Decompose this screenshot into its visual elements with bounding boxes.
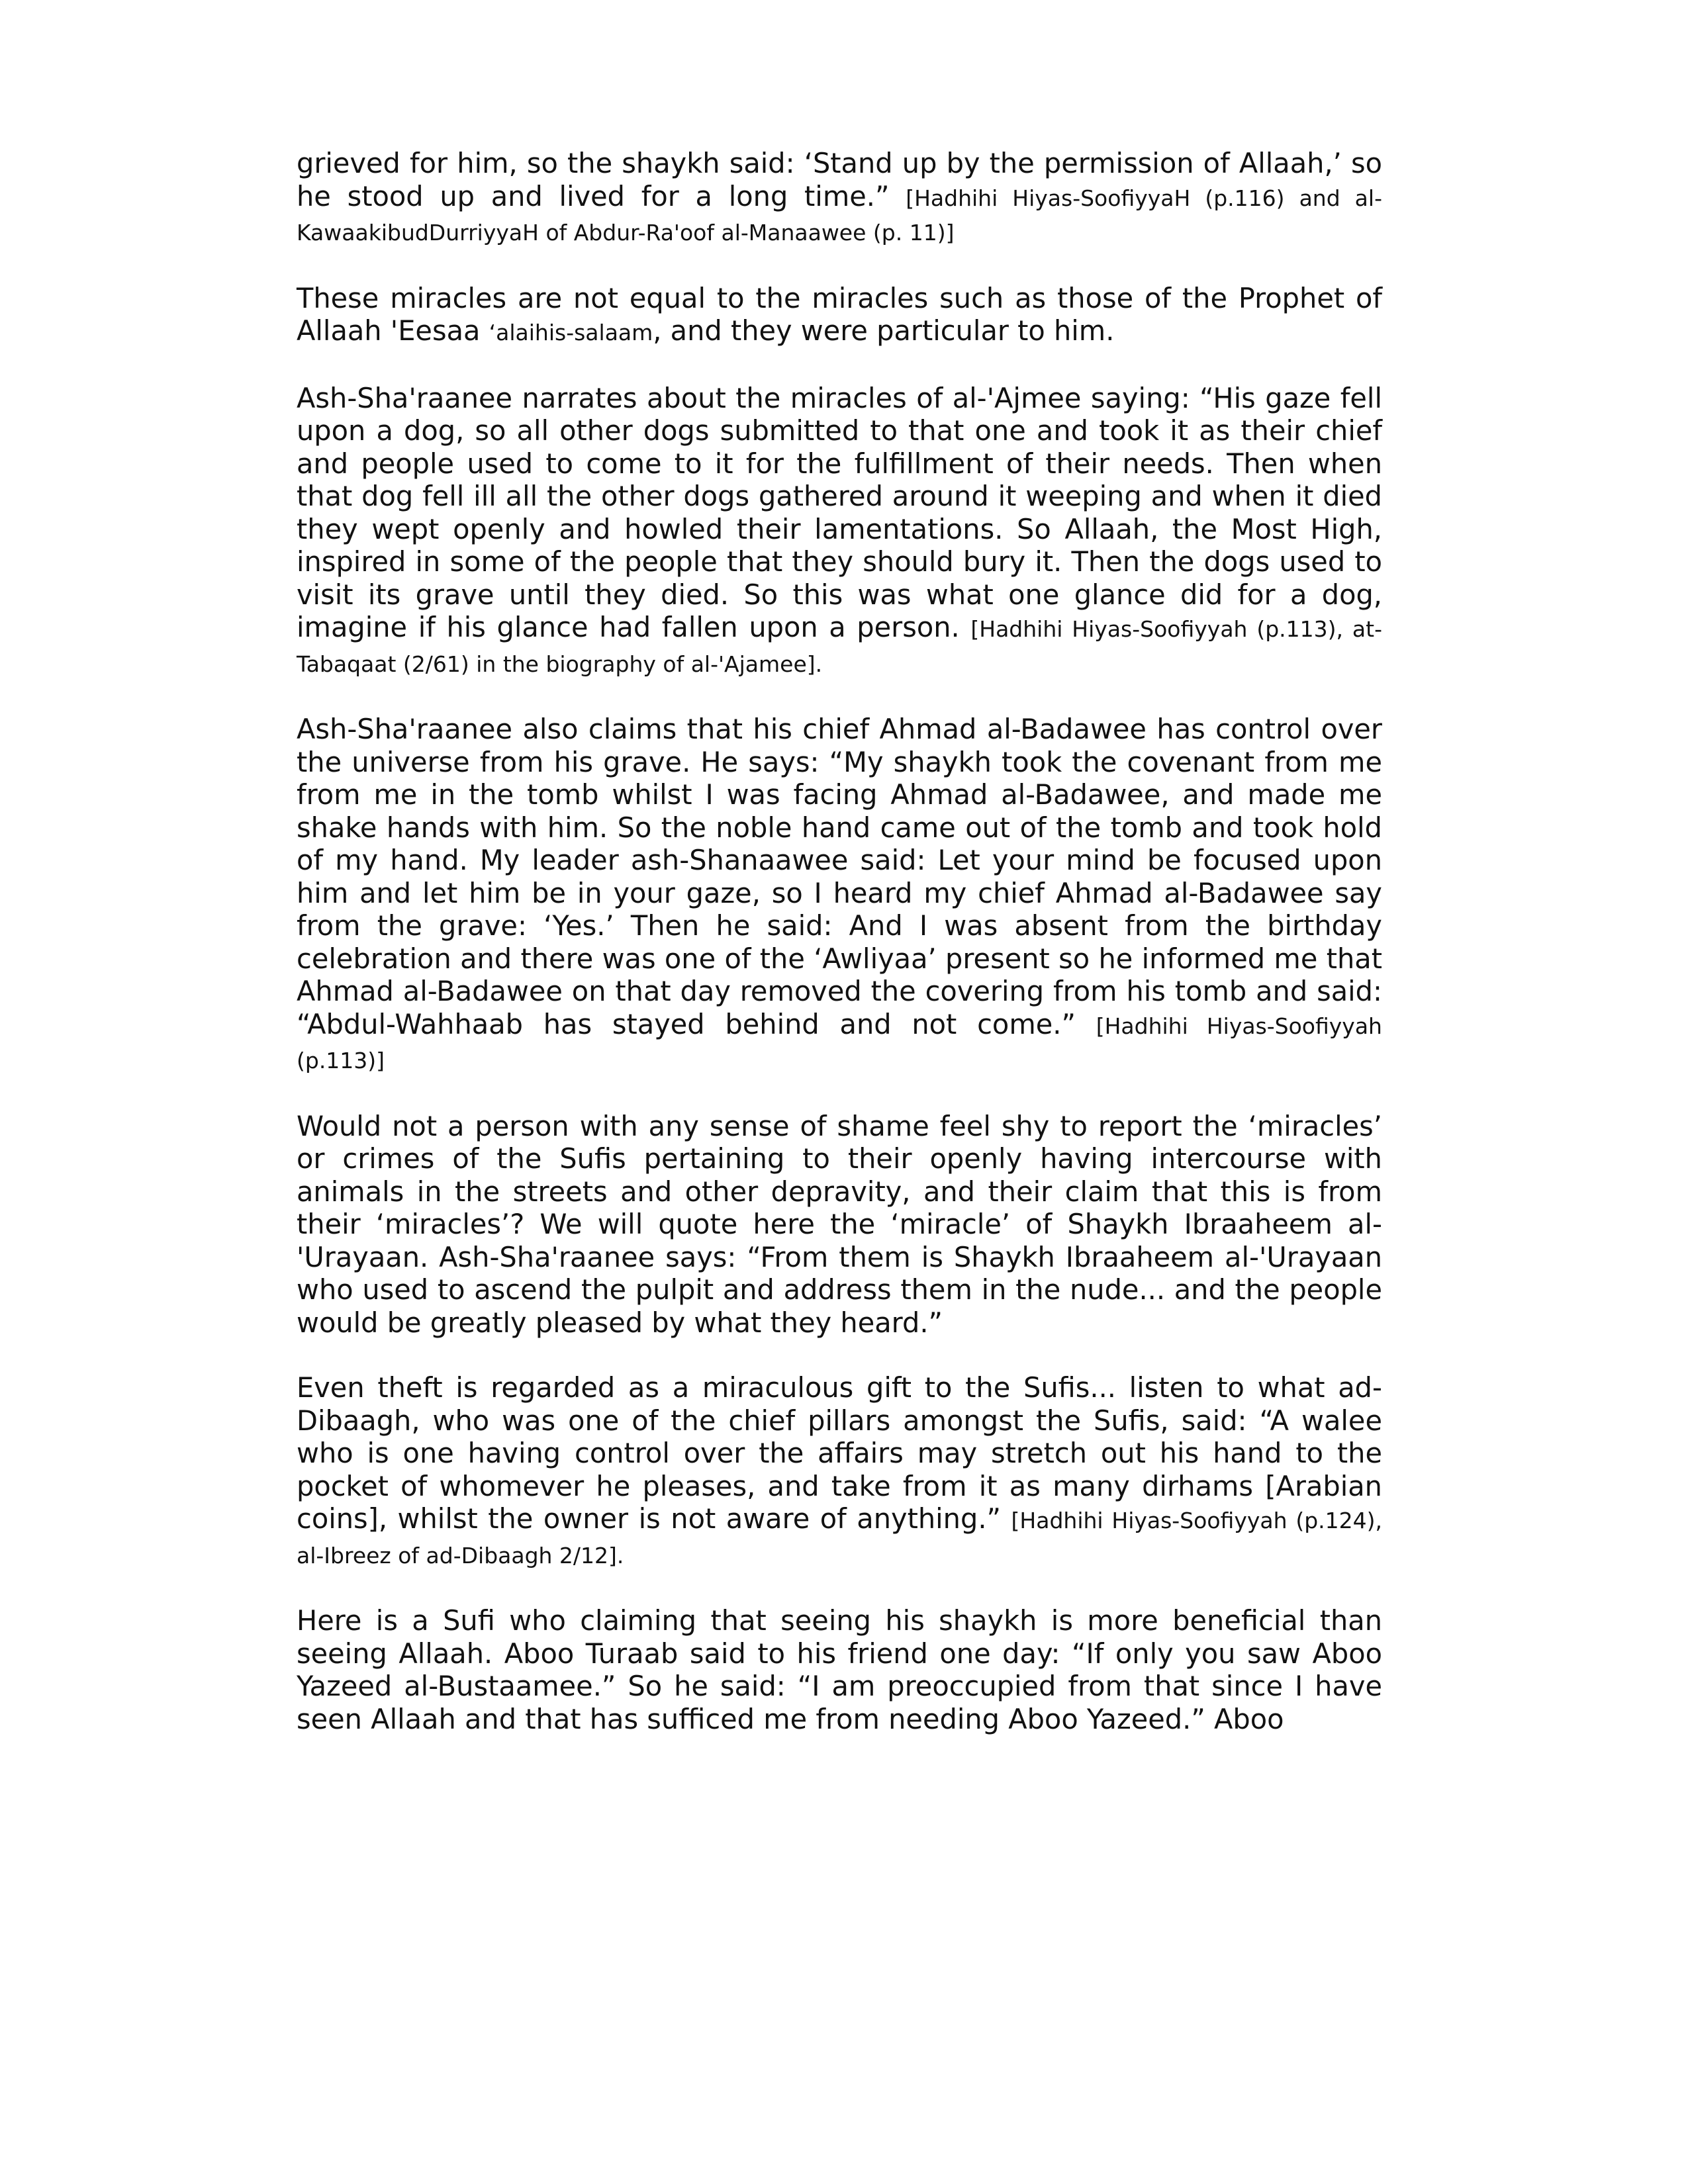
paragraph-text: Ash-Sha'raanee narrates about the miracles of al-'Ajmee saying: “His gaze fell upon a dog, so all other dogs submitted to that one and took it as their chief and people used to come to it for the fulfillment of their needs. Then when that dog fell ill all the other dogs gathered around it weeping and when it died they wept openly and howled their lamentations. So Allaah, the Most High, inspired in some of the people that they should bury it. Then the dogs used to visit its grave until they died. So this was what one glance did for a dog, imagine if his glance had fallen upon a person. — [297, 381, 1382, 643]
paragraph-text: , and they were particular to him. — [653, 314, 1115, 347]
paragraph-6 — [297, 1371, 1382, 1572]
paragraph-3 — [297, 382, 1382, 681]
citation-reference: [Hadhihi Hiyas-Soofiyyah (p.113)] — [297, 1013, 1382, 1073]
citation-reference: [Hadhihi Hiyas-SoofiyyaH (p.116) and al-KawaakibudDurriyyaH of Abdur-Ra'oof al-Manaawee (p. 11)] — [297, 185, 1382, 246]
paragraph-4 — [297, 713, 1382, 1077]
paragraph-text: grieved for him, so the shaykh said: ‘Stand up by the permission of Allaah,’ so he stood up and lived for a long time.” — [297, 147, 1382, 212]
paragraph-7 — [297, 1604, 1382, 1735]
citation-reference: [Hadhihi Hiyas-Soofiyyah (p.124), al-Ibreez of ad-Dibaagh 2/12]. — [297, 1508, 1383, 1569]
paragraph-text: Ash-Sha'raanee also claims that his chief Ahmad al-Badawee has control over the universe from his grave. He says: “My shaykh took the covenant from me from me in the tomb whilst I was facing Ahmad al-Badawee, and made me shake hands with him. So the noble hand came out of the tomb and took hold of my hand. My leader ash-Shanaawee said: Let your mind be focused upon him and let him be in your gaze, so I heard my chief Ahmad al-Badawee say from the grave: ‘Yes.’ Then he said: And I was absent from the birthday celebration and there was one of the ‘Awliyaa’ present so he informed me that Ahmad al-Badawee on that day removed the covering from his tomb and said: “Abdul-Wahhaab has stayed behind and not come.” — [297, 713, 1382, 1040]
paragraph-text: Here is a Sufi who claiming that seeing his shaykh is more beneficial than seeing Allaah. Aboo Turaab said to his friend one day: “If only you saw Aboo Yazeed al-Bustaamee.” So he said: “I am preoccupied from that since I have seen Allaah and that has sufficed me from needing Aboo Yazeed.” Aboo — [297, 1604, 1382, 1735]
citation-reference: [Hadhihi Hiyas-Soofiyyah (p.113), at-Tabaqaat (2/61) in the biography of al-'Ajamee]. — [297, 616, 1383, 677]
paragraph-1 — [297, 147, 1382, 250]
paragraph-text: These miracles are not equal to the miracles such as those of the Prophet of Allaah 'Eesaa — [297, 281, 1382, 347]
paragraph-text: Even theft is regarded as a miraculous gift to the Sufis... listen to what ad-Dibaagh, who was one of the chief pillars amongst the Sufis, said: “A walee who is one having control over the affairs may stretch out his hand to the pocket of whomever he pleases, and take from it as many dirhams [Arabian coins], whilst the owner is not aware of anything.” — [297, 1371, 1382, 1535]
paragraph-2 — [297, 282, 1382, 349]
paragraph-text: Would not a person with any sense of shame feel shy to report the ‘miracles’ or crimes of the Sufis pertaining to their openly having intercourse with animals in the streets and other depravity, and their claim that this is from their ‘miracles’? We will quote here the ‘miracle’ of Shaykh Ibraaheem al-'Urayaan. Ash-Sha'raanee says: “From them is Shaykh Ibraaheem al-'Urayaan who used to ascend the pulpit and address them in the nude... and the people would be greatly pleased by what they heard.” — [297, 1109, 1382, 1339]
honorific-text: ‘alaihis-salaam — [489, 320, 653, 345]
paragraph-5 — [297, 1110, 1382, 1340]
document-page — [297, 147, 1382, 1768]
